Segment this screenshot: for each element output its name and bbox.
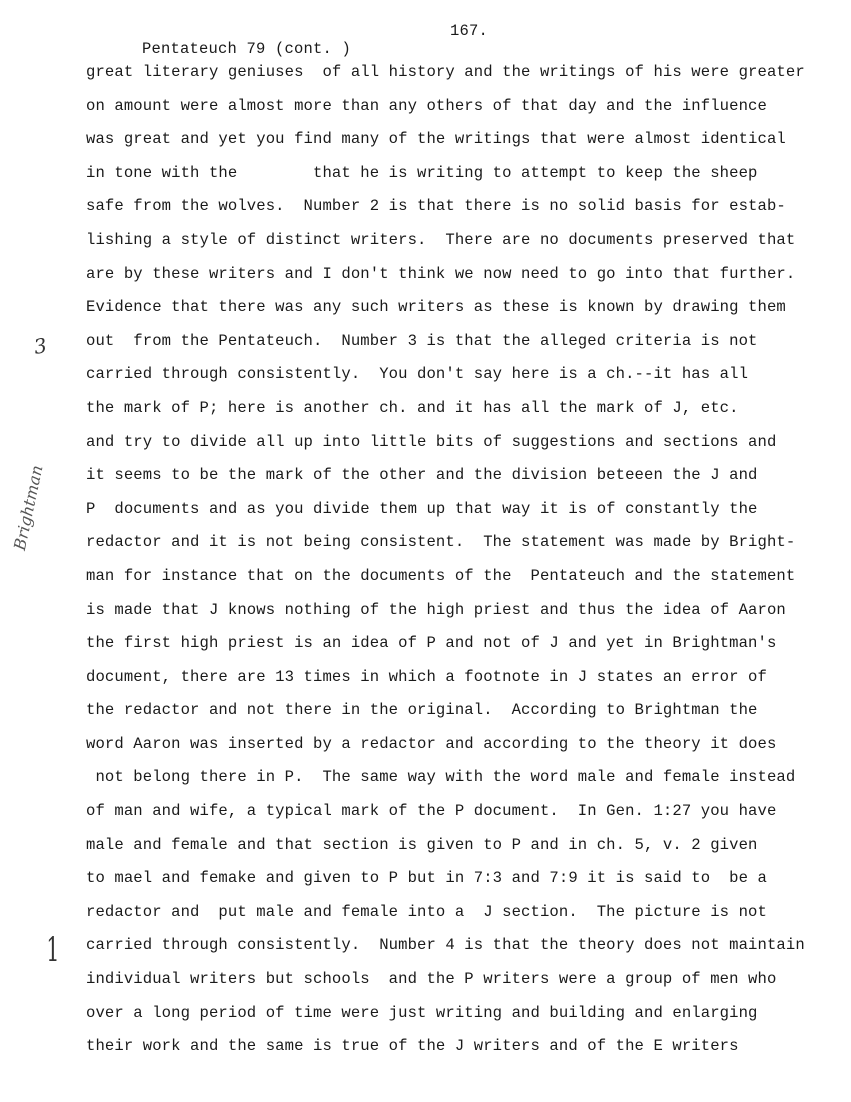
text-line: not belong there in P. The same way with the word male and female instead [86,768,796,787]
text-line: carried through consistently. Number 4 is that the theory does not maintain [86,936,805,955]
text-line: document, there are 13 times in which a footnote in J states an error of [86,667,767,686]
text-line: in tone with the that he is writing to attempt to keep the sheep [86,163,758,182]
text-line: on amount were almost more than any others of that day and the influence [86,96,767,115]
text-line: Evidence that there was any such writers as these is known by drawing them [86,298,786,317]
text-line: redactor and put male and female into a J section. The picture is not [86,902,767,921]
text-line: great literary geniuses of all history and the writings of his were greater [86,63,805,81]
text-line: of man and wife, a typical mark of the P document. In Gen. 1:27 you have [86,802,777,821]
text-line: P documents and as you divide them up that way it is of constantly the [86,499,758,518]
text-line: lishing a style of distinct writers. There are no documents preserved that [86,230,796,249]
text-line: are by these writers and I don't think we now need to go into that further. [86,264,796,283]
text-line: redactor and it is not being consistent. The statement was made by Bright- [86,533,796,552]
text-line: the mark of P; here is another ch. and it has all the mark of J, etc. [86,398,739,417]
text-line: out from the Pentateuch. Number 3 is that the alleged criteria is not [86,331,758,350]
text-line: is made that J knows nothing of the high priest and thus the idea of Aaron [86,600,786,619]
margin-number-three: 3 [32,333,49,359]
text-line: word Aaron was inserted by a redactor and according to the theory it does [86,734,777,753]
text-line: it seems to be the mark of the other and the division beteeen the J and [86,466,758,485]
text-line: the redactor and not there in the original. According to Brightman the [86,701,758,720]
body-text [86,56,846,1064]
text-line: the first high priest is an idea of P and not of J and yet in Brightman's [86,634,777,653]
text-line: their work and the same is true of the J writers and of the E writers [86,1037,739,1056]
header-title: Pentateuch 79 (cont. ) [142,40,352,58]
text-line: man for instance that on the documents of the Pentateuch and the statement [86,566,796,585]
page-number: 167. [450,22,489,40]
text-line: and try to divide all up into little bits of suggestions and sections and [86,432,777,451]
text-line: safe from the wolves. Number 2 is that there is no solid basis for estab- [86,197,786,216]
text-line: over a long period of time were just writing and building and enlarging [86,1003,758,1022]
margin-handwritten-note: Brightman [10,463,47,552]
margin-number-one: 1 [46,930,60,970]
text-line: individual writers but schools and the P writers were a group of men who [86,970,777,989]
text-line: was great and yet you find many of the writings that were almost identical [86,130,786,149]
text-line: to mael and femake and given to P but in 7:3 and 7:9 it is said to be a [86,869,767,888]
text-line: male and female and that section is given to P and in ch. 5, v. 2 given [86,835,758,854]
text-line: carried through consistently. You don't say here is a ch.--it has all [86,365,749,384]
